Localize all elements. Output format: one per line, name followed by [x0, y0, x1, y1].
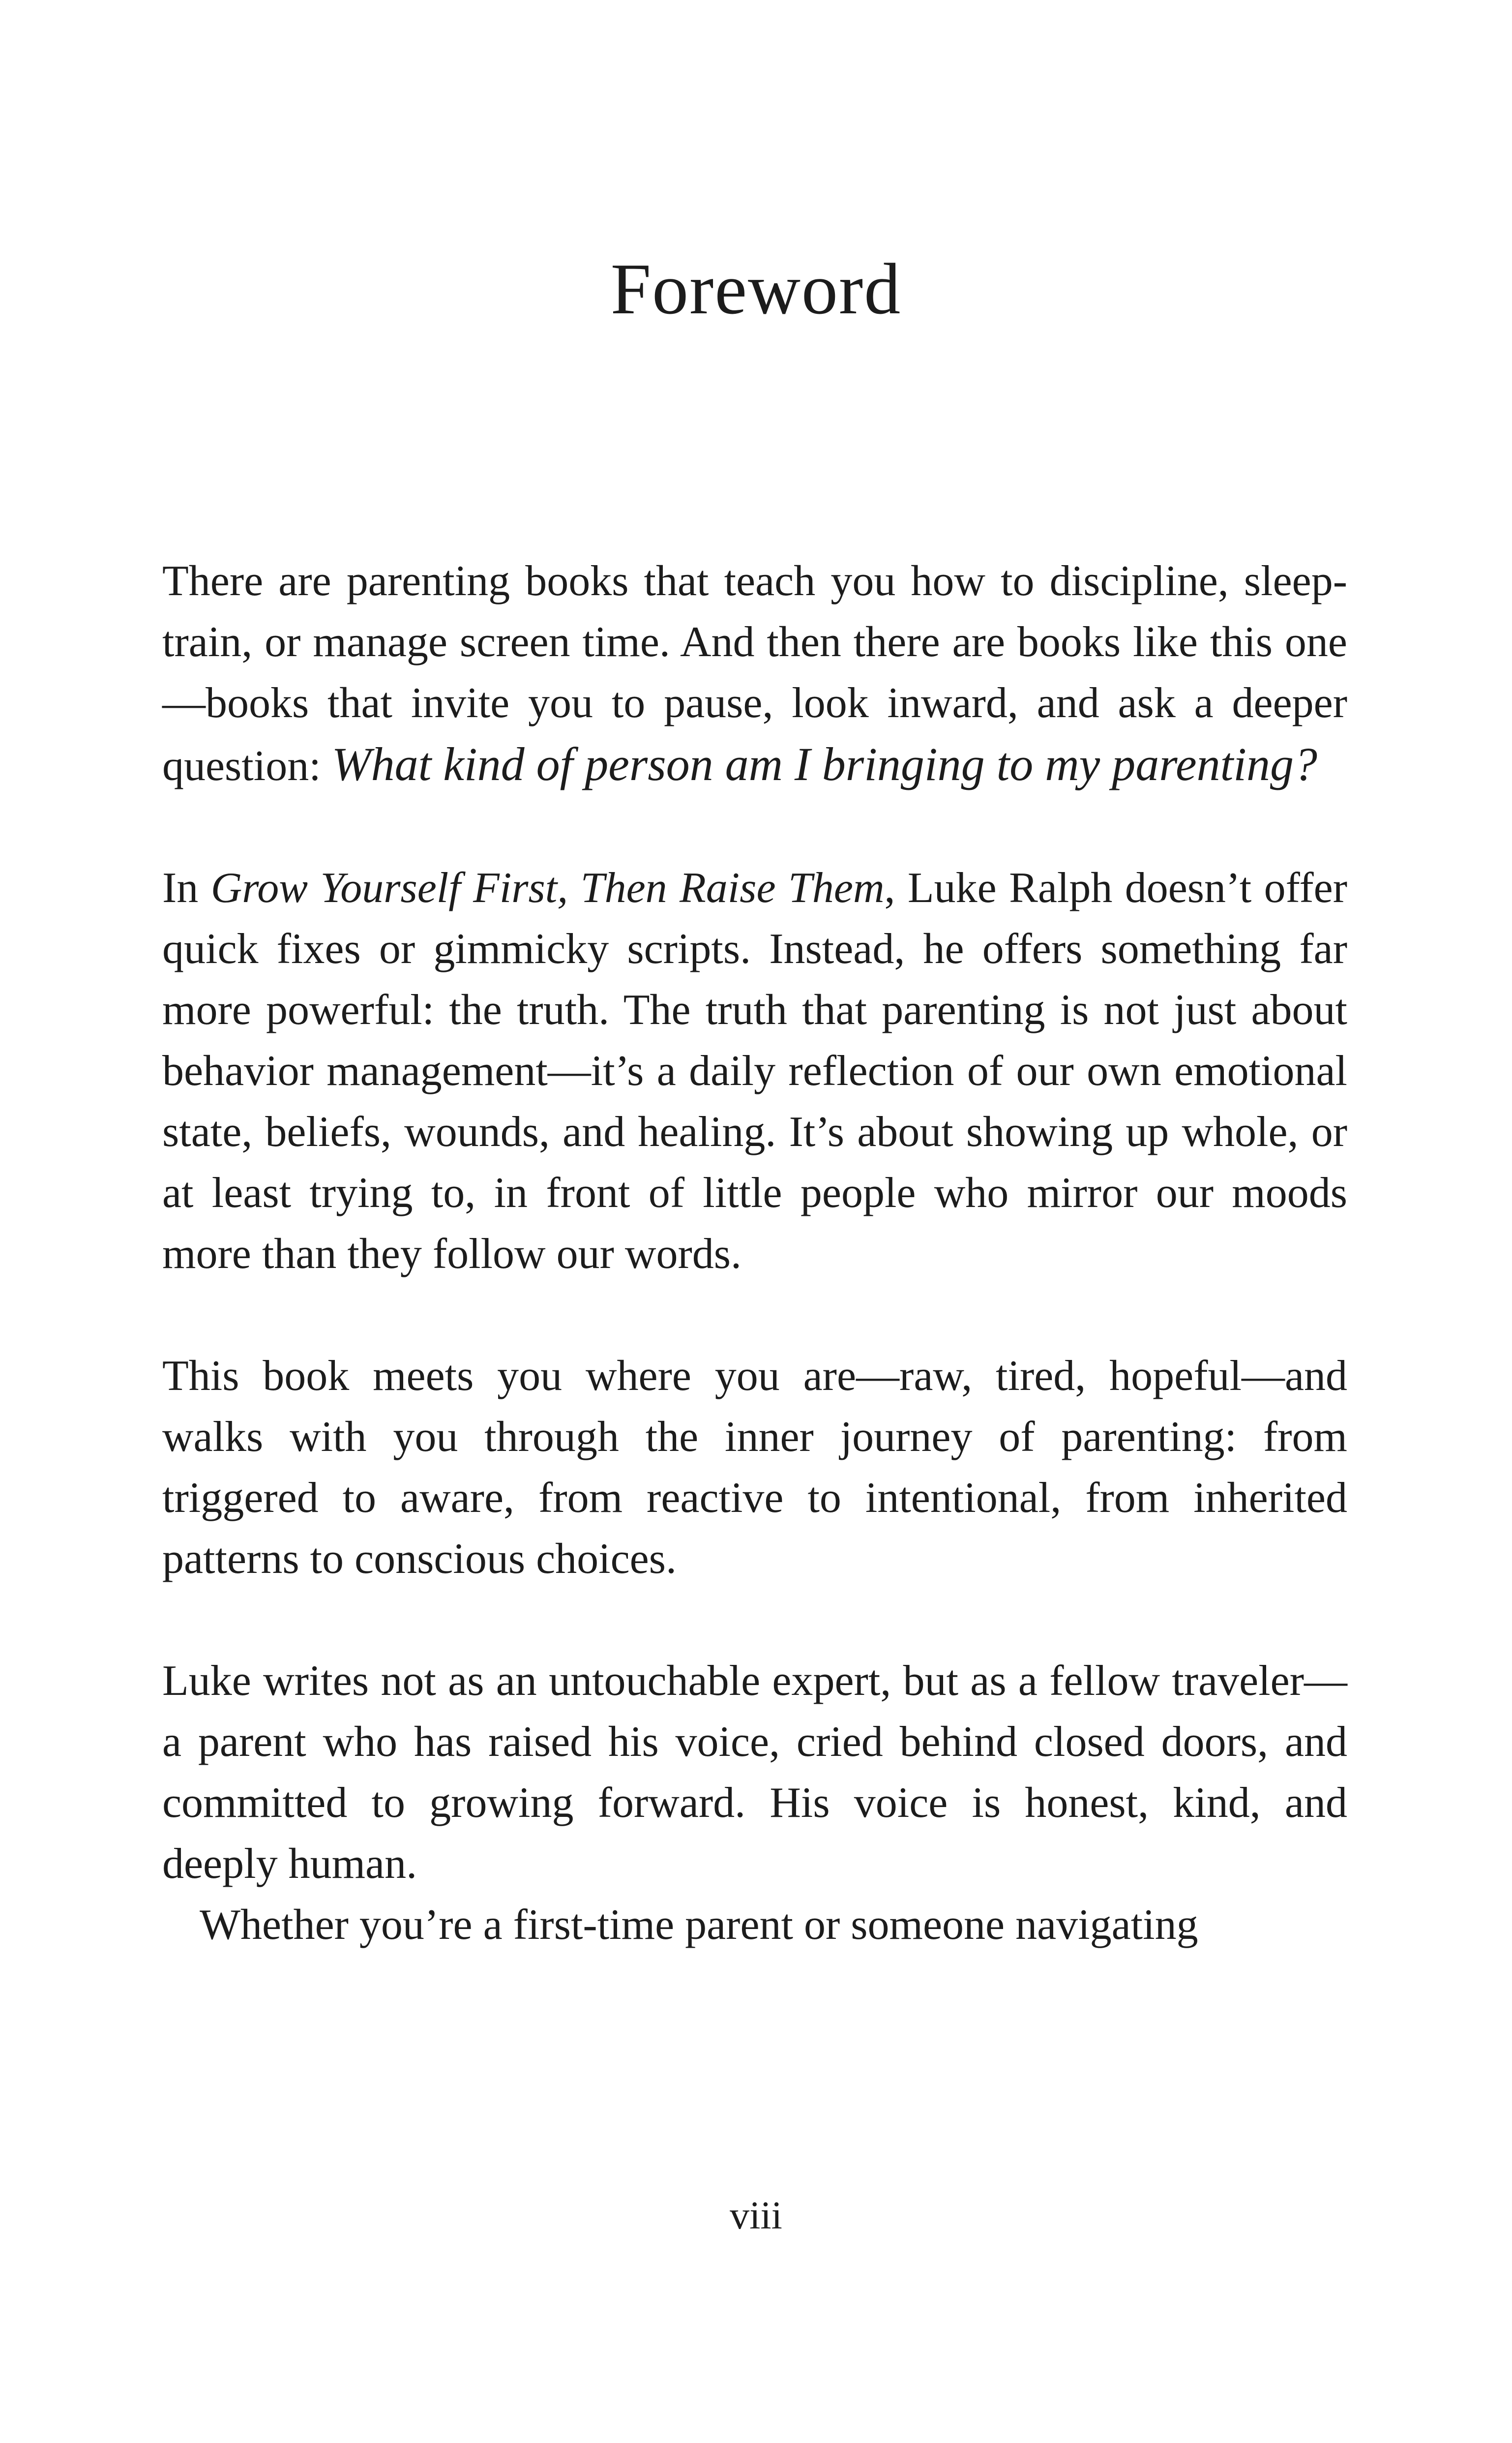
page-number: viii — [730, 2194, 782, 2237]
paragraph-2-book-title: Grow Yourself First, Then Raise Them — [210, 864, 885, 912]
paragraph-1 — [162, 551, 1347, 797]
paragraph-4 — [162, 1651, 1347, 1895]
paragraph-2 — [162, 858, 1347, 1285]
foreword-body — [162, 551, 1347, 2017]
paragraph-1-text: There are parenting books that teach you how to discipline, sleep-train, or manage screen time. And then there are books like this one—books that invite you to pause, look inward, and ask a deeper question: — [162, 557, 1347, 790]
paragraph-2-text: , Luke Ralph doesn’t offer quick fixes or gimmicky scripts. Instead, he offers something far more powerful: the truth. The truth that parenting is not just about behavior management—it’s a daily reflection of our own emotional state, beliefs, wounds, and healing. It’s about showing up whole, or at least trying to, in front of little people who mirror our moods more than they follow our words. — [162, 864, 1347, 1278]
chapter-title: Foreword — [610, 249, 902, 330]
paragraph-5-text: Whether you’re a first-time parent or someone navigating — [200, 1901, 1198, 1949]
paragraph-1-question: What kind of person am I bringing to my parenting? — [331, 738, 1317, 790]
paragraph-4-text: Luke writes not as an untouchable expert, but as a fellow traveler—a parent who has raised his voice, cried behind closed doors, and committed to growing forward. His voice is honest, kind, and deeply human. — [162, 1657, 1347, 1888]
paragraph-3-text: This book meets you where you are—raw, tired, hopeful—and walks with you through the inner journey of parenting: from triggered to aware, from reactive to intentional, from inherited patterns to conscious choices. — [162, 1352, 1347, 1583]
paragraph-3 — [162, 1346, 1347, 1590]
paragraph-2-lead: In — [162, 864, 211, 912]
paragraph-5 — [162, 1895, 1347, 1956]
